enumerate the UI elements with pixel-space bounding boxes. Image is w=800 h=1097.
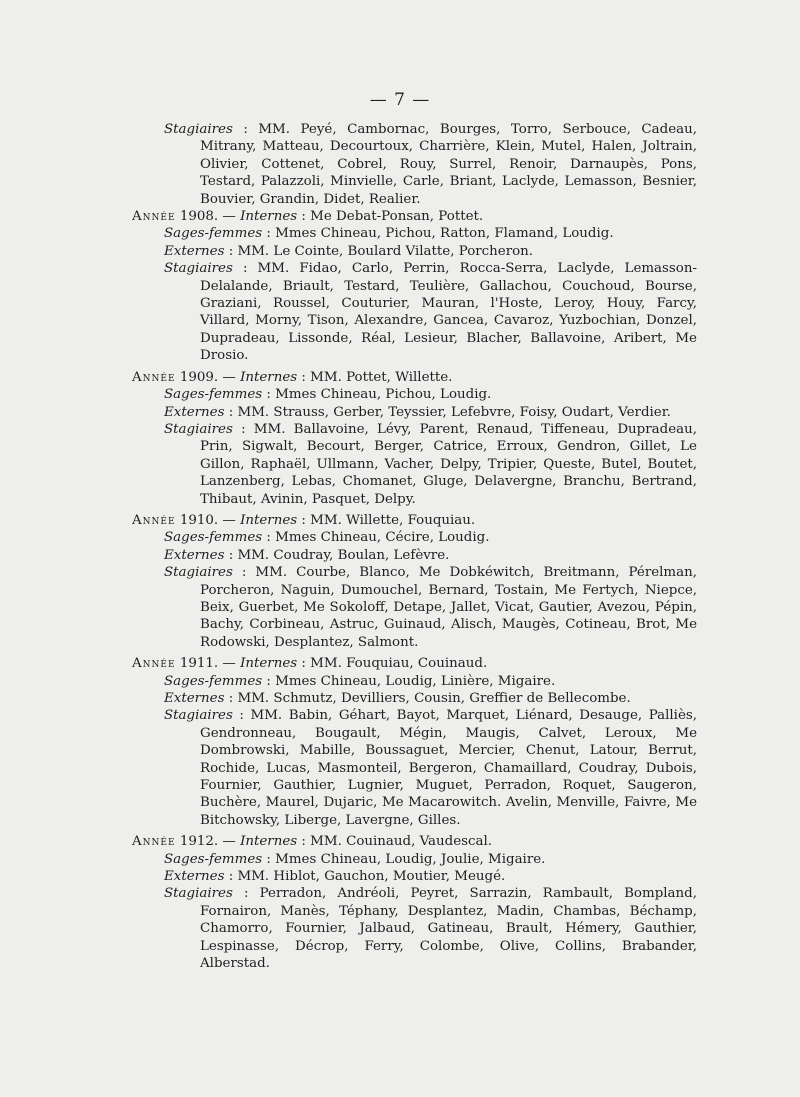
internes-text: : Me Debat-Ponsan, Pottet. [297, 209, 484, 225]
entry-label: Sages-femmes [164, 530, 263, 546]
entry-text: : MM. Coudray, Boulan, Lefèvre. [224, 547, 450, 563]
year-section-1909 [132, 369, 697, 508]
internes-text: : MM. Fouquiau, Couinaud. [297, 656, 488, 672]
year-heading [132, 208, 697, 225]
entry-text: : Mmes Chineau, Loudig, Linière, Migaire. [262, 673, 556, 689]
internes-label: Internes [240, 512, 298, 528]
year-word: Année [132, 834, 176, 850]
entry-text: : MM. Le Cointe, Boulard Vilatte, Porcheron. [224, 243, 534, 259]
entry-label: Externes [164, 243, 225, 259]
externes-entry [164, 243, 697, 260]
internes-text: : MM. Pottet, Willette. [297, 369, 453, 385]
year-word: Année [132, 512, 176, 528]
stagiaires-1907-paragraph [164, 121, 697, 208]
entry-label: Stagiaires [164, 421, 233, 437]
year-dash: — [218, 512, 241, 528]
entry-label: Stagiaires [164, 565, 233, 581]
entry-text: : Mmes Chineau, Pichou, Loudig. [262, 387, 492, 403]
year-number: 1908. [179, 209, 219, 225]
entry-text: : MM. Strauss, Gerber, Teyssier, Lefebvre, Foisy, Oudart, Verdier. [224, 404, 671, 420]
year-number: 1911. [179, 656, 219, 672]
entry-text: : Mmes Chineau, Loudig, Joulie, Migaire. [262, 851, 546, 867]
entry-label: Sages-femmes [164, 226, 263, 242]
internes-label: Internes [240, 369, 298, 385]
year-dash: — [218, 209, 241, 225]
entry-text: : MM. Schmutz, Devilliers, Cousin, Greffier de Bellecombe. [224, 691, 631, 706]
internes-text: : MM. Couinaud, Vaudescal. [297, 834, 493, 850]
entry-label: Stagiaires [164, 261, 233, 277]
sages-femmes-entry [164, 225, 697, 242]
entry-label: Externes [164, 404, 225, 420]
entry-text: : Mmes Chineau, Pichou, Ratton, Flamand, Loudig. [262, 226, 614, 242]
stagiaires-entry [164, 260, 697, 364]
externes-entry [164, 404, 697, 421]
externes-entry [164, 547, 697, 564]
page-number: — 7 — [369, 90, 431, 110]
internes-label: Internes [240, 656, 298, 672]
year-word: Année [132, 656, 176, 672]
entry-label: Externes [164, 547, 225, 563]
entry-label: Sages-femmes [164, 851, 263, 867]
internes-label: Internes [240, 834, 298, 850]
entry-text: : Perradon, Andréoli, Peyret, Sarrazin, Rambault, Bompland, Fornairon, Manès, Téphany, Desplantez, Madin, Chambas, Béchamp, Chamorro, Fournier, Jalbaud, Gatineau, Brault, Hémery, Gauthier, Lespinasse, Décrop, Ferry, Colombe, Olive, Collins, Brabander, Alberstad. [200, 886, 697, 972]
stagiaires-entry [164, 885, 697, 972]
year-section-1911 [132, 655, 697, 829]
year-section-1910 [132, 512, 697, 651]
year-heading [132, 833, 697, 850]
internes-text: : MM. Willette, Fouquiau. [297, 512, 476, 528]
entry-label: Stagiaires [164, 886, 233, 902]
entry-text: : MM. Peyé, Cambornac, Bourges, Torro, Serbouce, Cadeau, Mitrany, Matteau, Decourtoux, Charrière, Klein, Mutel, Halen, Joltrain, Olivier, Cottenet, Cobrel, Rouy, Surrel, Renoir, Darnaupès, Pons, Testard, Palazzoli, Minvielle, Carle, Briant, Laclyde, Lemasson, Besnier, Bouvier, Grandin, Didet, Realier. [200, 122, 697, 207]
year-heading [132, 369, 697, 386]
year-dash: — [218, 834, 241, 850]
year-section-1908 [132, 208, 697, 365]
internes-label: Internes [240, 209, 298, 225]
sages-femmes-entry [164, 529, 697, 546]
entry-text: : MM. Fidao, Carlo, Perrin, Rocca-Serra, Laclyde, Lemasson-Delalande, Briault, Testard, Teulière, Gallachou, Couchoud, Bourse, Graziani, Roussel, Couturier, Mauran, l'Hoste, Leroy, Houy, Farcy, Villard, Morny, Tison, Alexandre, Gancea, Cavaroz, Yuzbochian, Donzel, Dupradeau, Lissonde, Réal, Lesieur, Blacher, Ballavoine, Aribert, Me Drosio. [200, 261, 697, 364]
entry-label: Sages-femmes [164, 387, 263, 403]
stagiaires-entry [164, 421, 697, 508]
entry-text: : MM. Courbe, Blanco, Me Dobkéwitch, Breitmann, Pérelman, Porcheron, Naguin, Dumouchel, Bernard, Tostain, Me Fertych, Niepce, Beix, Guerbet, Me Sokoloff, Detape, Jallet, Vicat, Gautier, Avezou, Pépin, Bachy, Corbineau, Astruc, Guinaud, Alisch, Maugès, Cotineau, Brot, Me Rodowski, Desplantez, Salmont. [200, 565, 697, 650]
year-heading [132, 512, 697, 529]
year-heading [132, 655, 697, 672]
entry-label: Externes [164, 869, 225, 885]
year-dash: — [218, 656, 241, 672]
externes-entry [164, 690, 697, 707]
entry-label: Stagiaires [164, 122, 233, 137]
externes-entry [164, 868, 697, 885]
stagiaires-entry [164, 707, 697, 829]
entry-text: : Mmes Chineau, Cécire, Loudig. [262, 530, 490, 546]
entry-text: : MM. Hiblot, Gauchon, Moutier, Meugé. [224, 869, 506, 885]
year-section-1912 [132, 833, 697, 972]
entry-label: Sages-femmes [164, 673, 263, 689]
entry-text: : MM. Ballavoine, Lévy, Parent, Renaud, Tiffeneau, Dupradeau, Prin, Sigwalt, Becourt, Berger, Catrice, Erroux, Gendron, Gillet, Le Gillon, Raphaël, Ullmann, Vacher, Delpy, Tripier, Queste, Butel, Boutet, Lanzenberg, Lebas, Chomanet, Gluge, Delavergne, Branchu, Bertrand, Thibaut, Avinin, Pasquet, Delpy. [200, 421, 697, 507]
year-number: 1910. [179, 512, 219, 528]
sages-femmes-entry [164, 673, 697, 690]
document-body [132, 121, 697, 977]
sages-femmes-entry [164, 851, 697, 868]
entry-label: Stagiaires [164, 708, 233, 724]
year-word: Année [132, 369, 176, 385]
entry-text: : MM. Babin, Géhart, Bayot, Marquet, Liénard, Desauge, Palliès, Gendronneau, Bougault, Mégin, Maugis, Calvet, Leroux, Me Dombrowski, Mabille, Boussaguet, Mercier, Chenut, Latour, Berrut, Rochide, Lucas, Masmonteil, Bergeron, Chamaillard, Coudray, Dubois, Fournier, Gauthier, Lugnier, Muguet, Perradon, Roquet, Saugeron, Buchère, Maurel, Dujaric, Me Macarowitch. Avelin, Menville, Faivre, Me Bitchowsky, Liberge, Lavergne, Gilles. [200, 708, 697, 828]
entry-label: Externes [164, 691, 225, 706]
year-number: 1909. [179, 369, 219, 385]
stagiaires-entry [164, 564, 697, 651]
year-dash: — [218, 369, 241, 385]
sages-femmes-entry [164, 386, 697, 403]
year-number: 1912. [179, 834, 219, 850]
year-word: Année [132, 209, 176, 225]
